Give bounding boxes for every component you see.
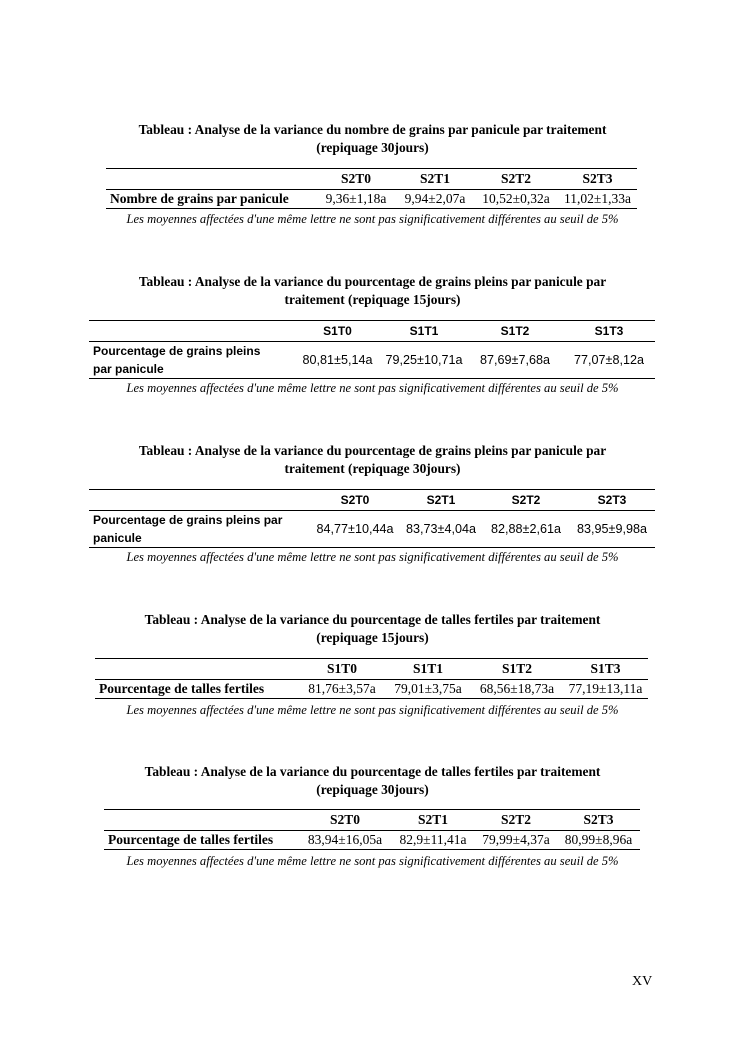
table4-title [0,611,745,647]
table2-corner-cell [89,321,294,342]
table1-cell: 10,52±0,32a [482,191,550,206]
table2-footnote: Les moyennes affectées d'une même lettre ne sont pas significativement différentes au seuil de 5% [126,381,619,395]
page-number: XV [632,974,653,989]
table3-title-line2: traitement (repiquage 30jours) [284,461,461,476]
table3-cell: 83,95±9,98a [577,522,647,536]
table4-cell: 81,76±3,57a [308,681,376,696]
table5-row-label: Pourcentage de talles fertiles [108,832,274,847]
table4-title-line2: (repiquage 15jours) [316,630,429,645]
table4-cell: 77,19±13,11a [568,681,643,696]
table5-title-line2: (repiquage 30jours) [316,782,429,797]
table5-cell: 83,94±16,05a [307,832,383,847]
table4-row-label: Pourcentage de talles fertiles [99,681,265,696]
table3-cell: 83,73±4,04a [406,522,476,536]
table4-cell: 79,01±3,75a [394,681,462,696]
table5-col-header: S2T0 [299,810,391,831]
table3-title-line1: Tableau : Analyse de la variance du pourcentage de grains pleins par panicule par [138,443,607,458]
table2-row-label-line2: par panicule [93,362,164,376]
table1-row-label: Nombre de grains par panicule [110,191,289,206]
table3-cell: 82,88±2,61a [491,522,561,536]
table3-corner-cell [89,490,311,511]
table3 [89,489,655,548]
table2-cell: 80,81±5,14a [302,353,373,367]
table2-col-header: S1T3 [563,321,655,342]
table3-row-label-line2: panicule [93,531,142,545]
table2-header-row [89,321,655,342]
table4-footnote: Les moyennes affectées d'une même lettre ne sont pas significativement différentes au seuil de 5% [126,703,619,717]
table1-col-header: S2T0 [316,169,396,190]
table2-col-header: S1T2 [467,321,563,342]
table-row [89,342,655,379]
table-row [104,831,640,850]
table1 [106,168,637,209]
table1-title [0,121,745,157]
table5-title-line1: Tableau : Analyse de la variance du pourcentage de talles fertiles par traitement [144,764,601,779]
table3-row-label [89,511,311,548]
table4-col-header: S1T1 [385,659,471,680]
table4-col-header: S1T3 [563,659,648,680]
table3-row-label-line1: Pourcentage de grains pleins par [93,513,283,527]
table-row [95,680,648,699]
table1-title-line1: Tableau : Analyse de la variance du nombre de grains par panicule par traitement [138,122,607,137]
table5-title [0,763,745,799]
table1-footnote: Les moyennes affectées d'une même lettre ne sont pas significativement différentes au seuil de 5% [126,212,619,226]
table4-corner-cell [95,659,299,680]
table5-footnote: Les moyennes affectées d'une même lettre ne sont pas significativement différentes au seuil de 5% [126,854,619,868]
table5-col-header: S2T3 [557,810,640,831]
table2-row-label-line1: Pourcentage de grains pleins [93,344,261,358]
table5-cell: 80,99±8,96a [564,832,633,847]
table3-col-header: S2T1 [399,490,483,511]
table1-col-header: S2T1 [396,169,474,190]
table1-title-line2: (repiquage 30jours) [316,140,429,155]
table5-cell: 82,9±11,41a [399,832,467,847]
table1-cell: 9,36±1,18a [325,191,387,206]
table4-cell: 68,56±18,73a [479,681,555,696]
table2-title-line2: traitement (repiquage 15jours) [284,292,461,307]
table4-col-header: S1T2 [471,659,563,680]
table1-col-header: S2T3 [558,169,637,190]
table3-footnote: Les moyennes affectées d'une même lettre ne sont pas significativement différentes au seuil de 5% [126,550,619,564]
table-row [89,511,655,548]
table1-cell: 9,94±2,07a [404,191,466,206]
table1-col-header: S2T2 [474,169,558,190]
table2-row-label [89,342,294,379]
table2-cell: 77,07±8,12a [574,353,644,367]
table5-corner-cell [104,810,299,831]
table4-title-line1: Tableau : Analyse de la variance du pourcentage de talles fertiles par traitement [144,612,601,627]
table5 [104,809,640,850]
table4 [95,658,648,699]
table3-col-header: S2T2 [483,490,569,511]
table2-col-header: S1T0 [294,321,381,342]
table4-col-header: S1T0 [299,659,385,680]
table5-col-header: S2T2 [475,810,557,831]
table-row [106,190,637,209]
table5-cell: 79,99±4,37a [482,832,550,847]
table2-col-header: S1T1 [381,321,467,342]
table4-header-row [95,659,648,680]
table5-col-header: S2T1 [391,810,475,831]
table1-header-row [106,169,637,190]
table1-corner-cell [106,169,316,190]
table2-cell: 79,25±10,71a [385,353,463,367]
table1-cell: 11,02±1,33a [564,191,631,206]
table2-cell: 87,69±7,68a [480,353,550,367]
table3-cell: 84,77±10,44a [316,522,394,536]
table3-header-row [89,490,655,511]
table3-col-header: S2T0 [311,490,399,511]
table2 [89,320,655,379]
table2-title-line1: Tableau : Analyse de la variance du pourcentage de grains pleins par panicule par [138,274,607,289]
table5-header-row [104,810,640,831]
table3-col-header: S2T3 [569,490,655,511]
table2-title [0,273,745,309]
table3-title [0,442,745,478]
